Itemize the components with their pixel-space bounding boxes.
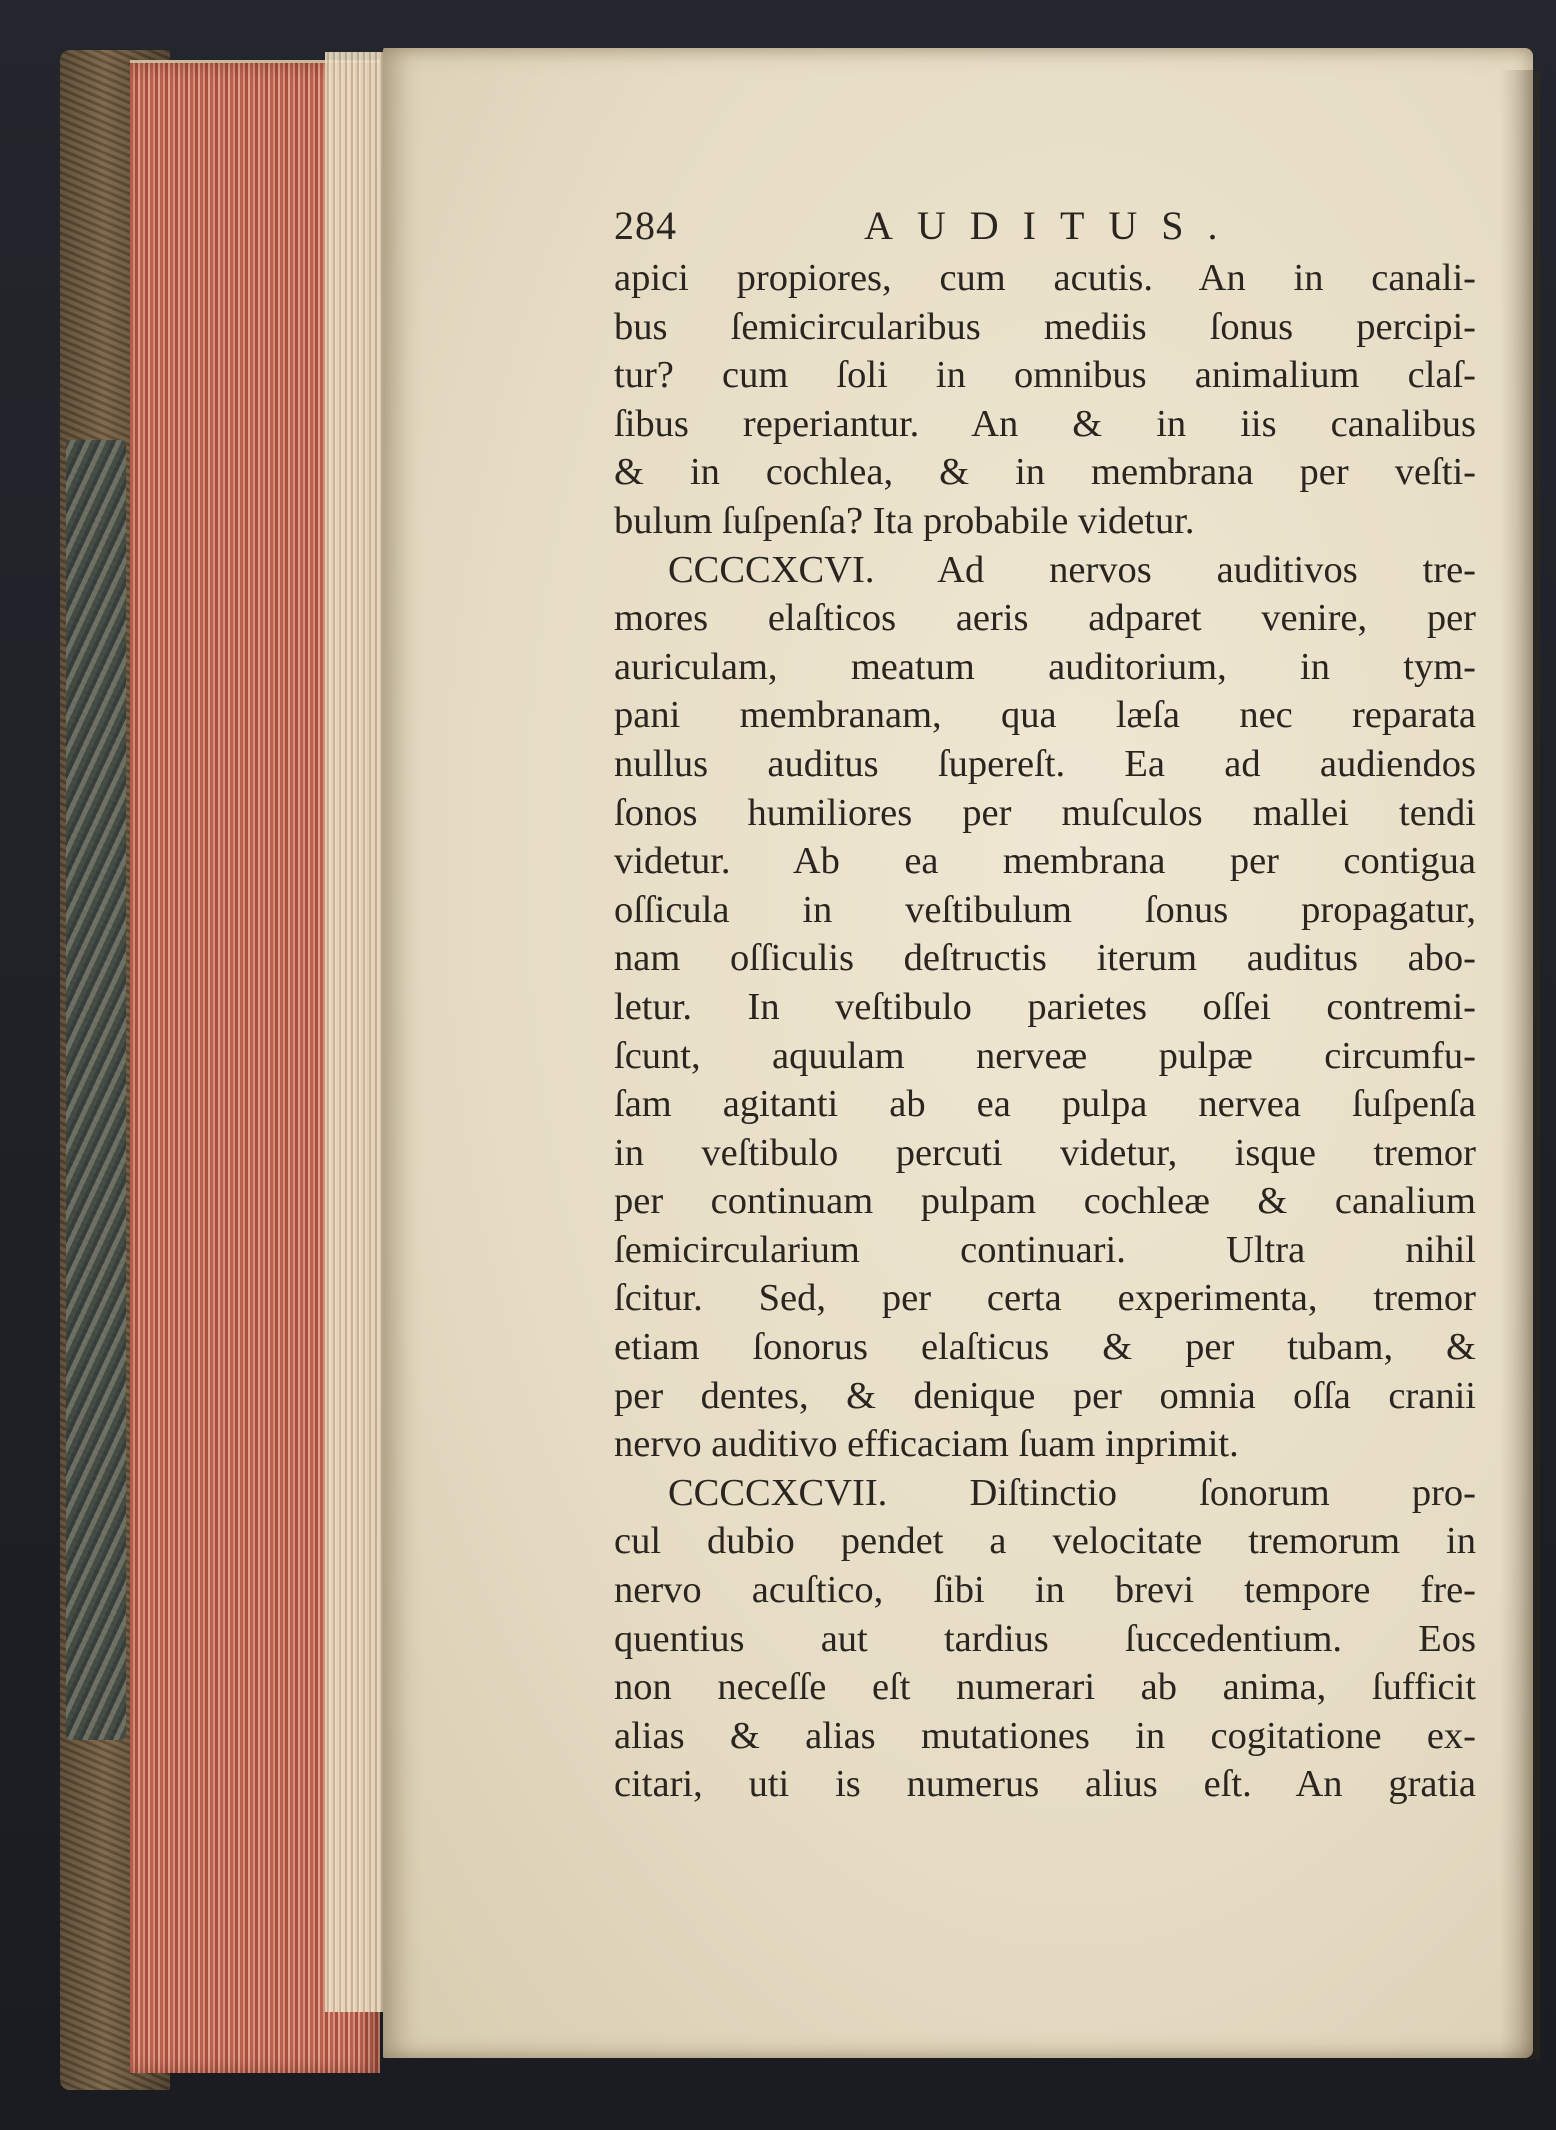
running-title: AUDITUS. (864, 203, 1242, 248)
text-line: quentius aut tardius ſuccedentium. Eos (614, 1617, 1476, 1660)
section-heading-line: CCCCXCVI. Ad nervos auditivos tre- (668, 548, 1476, 591)
text-line: mores elaſticos aeris adparet venire, per (614, 597, 1476, 640)
text-line: ſcunt, aquulam nerveæ pulpæ circumfu- (614, 1034, 1476, 1077)
text-line: ſibus reperiantur. An & in iis canalibus (614, 402, 1476, 445)
text-line: letur. In veſtibulo parietes oſſei contremi- (614, 985, 1476, 1028)
text-line: per dentes, & denique per omnia oſſa cranii (614, 1374, 1476, 1417)
page-gutter-shadow (1500, 70, 1540, 2060)
page-stack-edge (325, 52, 385, 2012)
text-line: alias & alias mutationes in cogitatione ex- (614, 1714, 1476, 1757)
text-line: ſam agitanti ab ea pulpa nervea ſuſpenſa (614, 1083, 1476, 1126)
text-line: pani membranam, qua læſa nec reparata (614, 694, 1476, 737)
text-line: auriculam, meatum auditorium, in tym- (614, 645, 1476, 688)
text-line: ſemicircularium continuari. Ultra nihil (614, 1228, 1476, 1271)
page-text-block (614, 198, 1476, 1809)
text-line: bus ſemicircularibus mediis ſonus percipi- (614, 305, 1476, 348)
page-number: 284 (614, 203, 677, 248)
text-line: etiam ſonorus elaſticus & per tubam, & (614, 1326, 1476, 1369)
text-line: oſſicula in veſtibulum ſonus propagatur, (614, 888, 1476, 931)
text-line: ſcitur. Sed, per certa experimenta, tremor (614, 1277, 1476, 1320)
text-line: & in cochlea, & in membrana per veſti- (614, 451, 1476, 494)
running-head (614, 198, 1476, 254)
text-line: nervo auditivo efficaciam ſuam inprimit. (614, 1423, 1239, 1466)
text-line: apici propiores, cum acutis. An in canali- (614, 257, 1476, 299)
text-line: tur? cum ſoli in omnibus animalium claſ- (614, 354, 1476, 397)
text-line: nervo acuſtico, ſibi in brevi tempore fre- (614, 1569, 1476, 1612)
text-line: bulum ſuſpenſa? Ita probabile videtur. (614, 499, 1195, 542)
text-line: citari, uti is numerus alius eſt. An gratia (614, 1763, 1476, 1806)
text-line: per continuam pulpam cochleæ & canalium (614, 1180, 1476, 1223)
text-line: non neceſſe eſt numerari ab anima, ſufficit (614, 1666, 1476, 1709)
text-line: ſonos humiliores per muſculos mallei tendi (614, 791, 1476, 834)
text-line: cul dubio pendet a velocitate tremorum in (614, 1520, 1476, 1563)
text-line: videtur. Ab ea membrana per contigua (614, 840, 1476, 883)
text-line: nullus auditus ſupereſt. Ea ad audiendos (614, 742, 1476, 785)
text-line: in veſtibulo percuti videtur, isque tremor (614, 1131, 1476, 1174)
text-line: nam oſſiculis deſtructis iterum auditus abo- (614, 937, 1476, 980)
section-heading-line: CCCCXCVII. Diſtinctio ſonorum pro- (668, 1471, 1476, 1514)
marbled-cover-panel (66, 440, 126, 1740)
